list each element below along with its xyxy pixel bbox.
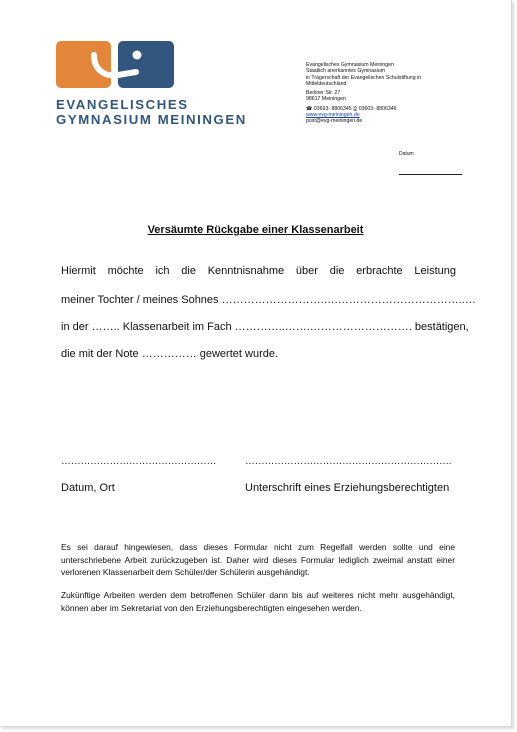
logo-blue-square [118,41,174,88]
address-line-2: Staatlich anerkanntes Gymnasium [306,68,386,75]
address-line-4: Mitteldeutschland [306,80,347,87]
note-paragraph-2: Zukünftige Arbeiten werden dem betroffenen Schüler dann bis auf weiteres nicht mehr ausgehändigt, können aber im Sekretariat von den Erziehungsberechtigten eingesehen werden. [61,590,455,613]
address-street: Berliner Str. 27 [306,90,341,97]
datum-line [399,174,462,175]
body-line-1: Hiermit möchte ich die Kenntnisnahme über die erbrachte Leistung [61,265,456,277]
logo-orange-square [56,41,111,88]
address-line-3: in Trägerschaft der Evangelischen Schulstiftung in [306,74,422,81]
school-address-block [306,62,476,125]
school-name [56,97,247,127]
body-line-4: die mit der Note …………… gewertet wurde. [61,348,279,360]
date-place-dotted-line: ………………………………………… [61,456,217,467]
body-line-3: in der …….. Klassenarbeit im Fach …………..…….………………………. bestätigen, [61,321,469,333]
school-name-line1: EVANGELISCHES [56,97,189,112]
address-city: 98617 Meiningen [306,96,346,103]
document-title: Versäumte Rückgabe einer Klassenarbeit [147,224,364,236]
note-paragraph-1: Es sei darauf hingewiesen, dass dieses Formular nicht zum Regelfall werden sollte und eine unterschriebene Arbeit zurückzugeben ist. Daher wird dieses Formular lediglich zweimal anstatt einer verlorenen Klassenarbeit dem Schüler/der Schülerin ausgehändigt. [61,542,455,578]
date-place-label: Datum, Ort [61,482,115,494]
body-line-2: meiner Tochter / meines Sohnes ……………………….….……………………………..… [61,294,476,306]
logo-dot [133,51,142,60]
website-link[interactable]: www.evg-meiningen.de [306,112,360,119]
signature-label: Unterschrift eines Erziehungsberechtigten [245,482,450,494]
address-phone-fax: ☎ 03693- 8806345 ⎙ 03603- 8806346 [306,105,397,112]
datum-label: Datum [399,151,414,157]
address-line-1: Evangelisches Gymnasium Meiningen [306,62,394,68]
school-logo-icon [56,41,174,88]
address-email: post@evg-meiningen.de [306,118,363,125]
signature-dotted-line: ………………………………………………………. [245,456,452,467]
school-name-line2: GYMNASIUM MEININGEN [56,112,247,127]
